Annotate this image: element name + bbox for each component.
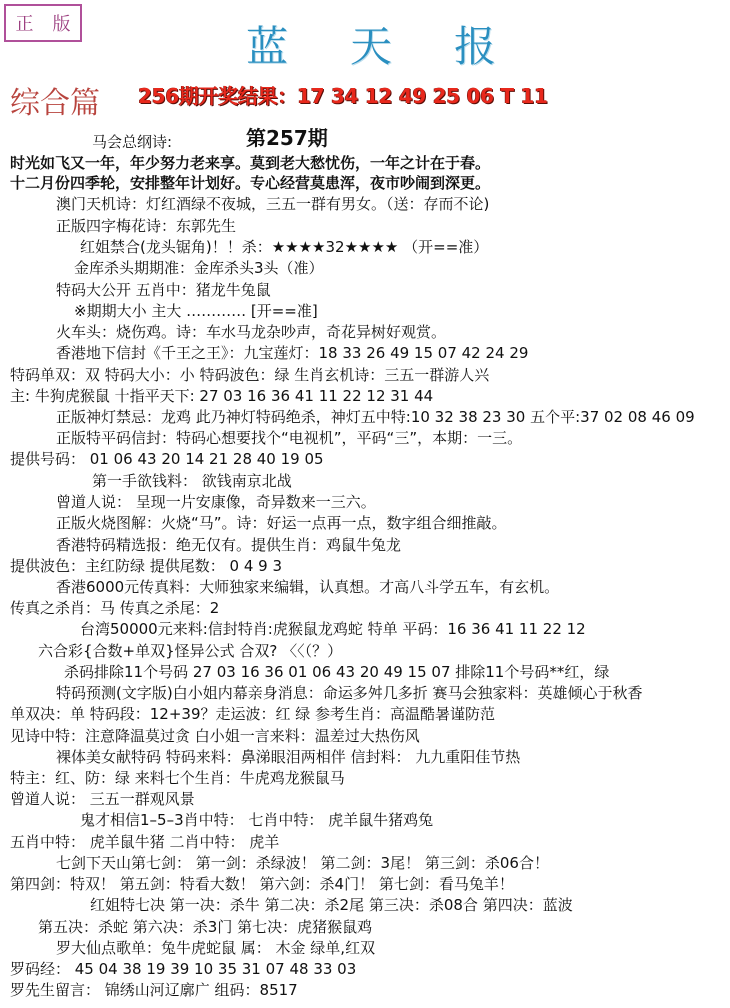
text-line: 特码预测(文字版)白小姐内幕亲身消息：命运多舛几多折 赛马会独家料：英雄倾心于秋香 (56, 684, 643, 702)
text-line: 香港地下信封《千王之王》：九宝莲灯：18 33 26 49 15 07 42 24 29 (56, 344, 529, 362)
text-line: 第一手欲钱料： 欲钱南京北战 (92, 472, 292, 490)
text-line: 特码单双：双 特码大小：小 特码波色：绿 生肖玄机诗：三五一群游人兴 (10, 366, 490, 384)
text-line: 五肖中特： 虎羊鼠牛猪 二肖中特： 虎羊 (10, 833, 280, 851)
masthead-title (246, 14, 496, 74)
masthead-char-2: 天 (349, 22, 392, 71)
text-line: 见诗中特：注意降温莫过贪 白小姐一言来料：温差过大热伤风 (10, 727, 420, 745)
authentic-edition-stamp (4, 4, 82, 42)
masthead-char-3: 报 (453, 22, 496, 71)
text-line: 澳门天机诗：灯红酒绿不夜城，三五一群有男女。（送：存而不论) (56, 195, 490, 213)
text-line: 六合彩{合数+单双}怪异公式 合双? 〈〈（？） (38, 642, 343, 660)
issue-number: 第257期 (246, 126, 328, 150)
text-line: 罗大仙点歌单：兔牛虎蛇鼠 属： 木金 绿单,红双 (56, 939, 376, 957)
text-line: 单双决：单 特码段：12+39？走运波：红 绿 参考生肖：高温酷暑谨防范 (10, 705, 496, 723)
section-title: 综合篇 (10, 86, 100, 121)
text-line: 特主：红、防：绿 来料七个生肖：牛虎鸡龙猴鼠马 (10, 769, 345, 787)
text-line: 曾道人说： 三五一群观风景 (10, 790, 195, 808)
text-line: 曾道人说： 呈现一片安康像，奇异数来一三六。 (56, 493, 376, 511)
text-line: 杀码排除11个号码 27 03 16 36 01 06 43 20 49 15 07 排除11个号码**红，绿 (64, 663, 610, 681)
text-line: 罗先生留言： 锦绣山河辽廓广 组码：8517 (10, 981, 298, 999)
text-line: 正版四字梅花诗：东郭先生 (56, 217, 237, 235)
text-line: 台湾50000元来料:信封特肖:虎猴鼠龙鸡蛇 特单 平码：16 36 41 11 22 12 (80, 620, 586, 638)
text-line: 主: 牛狗虎猴鼠 十指平天下: 27 03 16 36 41 11 22 12 31 44 (10, 387, 434, 405)
text-line: 七剑下天山第七剑： 第一剑：杀绿波！ 第二剑：3尾！ 第三剑：杀06合！ (56, 854, 549, 872)
text-line: 提供波色：主红防绿 提供尾数： 0 4 9 3 (10, 557, 283, 575)
text-line: 正版特平码信封：特码心想要找个“电视机”，平码“三”，本期：一三。 (56, 429, 523, 447)
text-line: 正版火烧图解：火烧“马”。诗：好运一点再一点，数字组合细推敲。 (56, 514, 507, 532)
text-line: 提供号码： 01 06 43 20 14 21 28 40 19 05 (10, 450, 324, 468)
draw-result-banner: 256期开奖结果：17 34 12 49 25 06 T 11 (138, 84, 548, 108)
text-line: 传真之杀肖：马 传真之杀尾：2 (10, 599, 220, 617)
text-line: 金库杀头期期准：金库杀头3头（准） (74, 259, 324, 277)
text-line: 第四剑：特双！ 第五剑：特看大数！ 第六剑：杀4门！ 第七剑：看马兔羊！ (10, 875, 514, 893)
stamp-char-2: 版 (52, 14, 71, 35)
text-line: 十二月份四季轮，安排整年计划好。专心经营莫患浑，夜市吵闹到深更。 (10, 174, 491, 192)
text-line: 鬼才相信1–5–3肖中特： 七肖中特： 虎羊鼠牛猪鸡兔 (80, 811, 434, 829)
stamp-char-1: 正 (15, 14, 34, 35)
text-line: 正版神灯禁忌：龙鸡 此乃神灯特码绝杀，神灯五中特:10 32 38 23 30 五个平:37 02 08 46 09 (56, 408, 695, 426)
text-line: 第五决：杀蛇 第六决：杀3门 第七决：虎猪猴鼠鸡 (38, 918, 373, 936)
text-line: 香港特码精选报：绝无仅有。提供生肖：鸡鼠牛兔龙 (56, 536, 402, 554)
text-line: 时光如飞又一年，年少努力老来享。莫到老大愁忧伤，一年之计在于春。 (10, 154, 491, 172)
text-line: 火车头：烧伤鸡。诗：车水马龙杂吵声，奇花异树好观赏。 (56, 323, 447, 341)
text-line: 裸体美女献特码 特码来料：鼻涕眼泪两相伴 信封料： 九九重阳佳节热 (56, 748, 521, 766)
text-line: ※期期大小 主大 ………… [开==准] (74, 302, 318, 320)
masthead-char-1: 蓝 (246, 22, 289, 71)
text-line: 红姐禁合(龙头锯角)！！杀：★★★★32★★★★ （开==准） (80, 238, 489, 256)
text-line: 香港6000元传真料：大师独家来编辑，认真想。才高八斗学五车，有玄机。 (56, 578, 560, 596)
text-line: 罗码经： 45 04 38 19 39 10 35 31 07 48 33 03 (10, 960, 357, 978)
text-line: 红姐特七决 第一决：杀牛 第二决：杀2尾 第三决：杀08合 第四决：蓝波 (90, 896, 573, 914)
text-line: 马会总纲诗: (92, 133, 173, 151)
text-line: 特码大公开 五肖中：猪龙牛兔鼠 (56, 281, 271, 299)
